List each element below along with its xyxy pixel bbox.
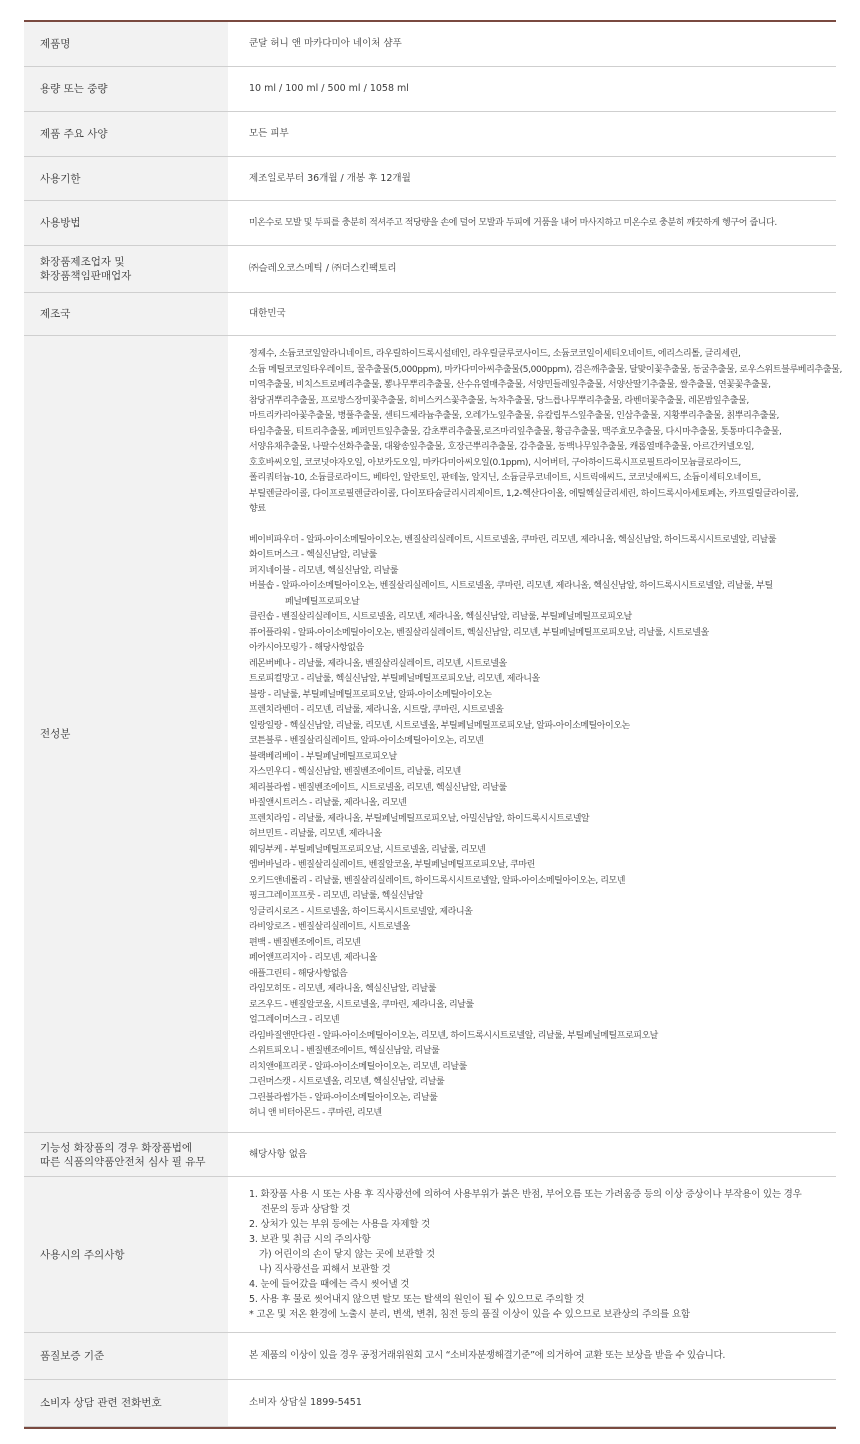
label-contact: 소비자 상담 관련 전화번호	[24, 1380, 228, 1426]
value-functional: 해당사항 없음	[249, 1148, 308, 1160]
fragrance-line: 퓨어플라워 - 알파-아이소메틸아이오논, 벤질살리실레이트, 헥실신남알, 리모넨, 부틸페닐메틸프로피오날, 리날룰, 시트로넬올	[249, 627, 709, 638]
fragrance-line: 스위트피오니 - 벤질벤조에이트, 헥실신남알, 리날룰	[249, 1046, 440, 1056]
label-ingredients: 전성분	[24, 336, 228, 1132]
ingredient-line: 타임추출물, 티트리추출물, 페퍼민트잎추출물, 감초뿌리추출물,로즈마리잎추출물, 황금추출물, 맥주효모추출물, 다시마추출물, 톳통마디추출물,	[249, 426, 782, 437]
ingredient-line: 향료	[249, 504, 266, 514]
fragrance-line: 일랑일랑 - 헥실신남알, 리날룰, 리모넨, 시트로넬올, 부틸페닐메틸프로피오날, 알파-아이소메틸아이오논	[249, 720, 630, 731]
value-caution	[228, 1177, 836, 1332]
product-info-table	[24, 20, 843, 1429]
label-functional-line-2: 따른 식품의약품안전처 심사 필 유무	[40, 1155, 206, 1168]
ingredient-line: 호호바씨오일, 코코넛야자오일, 아보카도오일, 마카다미아씨오일(0.1ppm), 시어버터, 구아하이드록시프로필트라이모늄클로라이드,	[249, 457, 741, 468]
label-usage: 사용방법	[24, 201, 228, 245]
ingredient-line: 폴리쿼터늄-10, 소듐클로라이드, 베타인, 알란토인, 판테놀, 알지닌, 소듐글루코네이트, 시트릭애씨드, 코코넛애씨드, 소듐이세티오네이트,	[249, 473, 761, 483]
value-manufacturer: ㈜슬레오코스메틱 / ㈜더스킨팩토리	[249, 263, 397, 274]
fragrance-line: 그린머스캣 - 시트로넬올, 리모넨, 헥실신남알, 리날룰	[249, 1077, 445, 1087]
row-manufacturer	[24, 246, 836, 293]
fragrance-line: 클린솝 - 벤질살리실레이트, 시트로넬올, 리모넨, 제라니올, 헥실신남알, 리날룰, 부틸페닐메틸프로피오날	[249, 612, 632, 622]
value-country: 대한민국	[249, 308, 286, 319]
fragrance-line: 아카시아모링가 - 해당사항없음	[249, 643, 364, 653]
row-functional	[24, 1133, 836, 1177]
ingredient-line: 미역추출물, 비치스트로베리추출물, 뽕나무뿌리추출물, 산수유열매추출물, 서양민들레잎추출물, 서양산딸기추출물, 쌀추출물, 연꽃꽃추출물,	[249, 380, 771, 390]
fragrance-line: 베이비파우더 - 알파-아이소메틸아이오논, 벤질살리실레이트, 시트로넬올, 쿠마린, 리모넨, 제라니올, 헥실신남알, 하이드록시시트로넬알, 리날룰	[249, 534, 777, 545]
fragrance-line: 리치앤애프리콧 - 알파-아이소메틸아이오논, 리모넨, 리날룰	[249, 1061, 467, 1072]
fragrance-line: 바질앤시트러스 - 리날룰, 제라니올, 리모넨	[249, 798, 407, 808]
ingredient-line: 부틸렌글라이콜, 다이프로필렌글라이콜, 다이포타슘글리시리제이트, 1,2-헥산다이올, 에틸헥실글리세린, 하이드록시아세토페논, 카프릴릴글라이콜,	[249, 488, 799, 499]
value-spec: 모든 피부	[249, 128, 289, 139]
fragrance-line: 편백 - 벤질벤조에이트, 리모넨	[249, 937, 361, 948]
caution-list	[249, 1187, 826, 1322]
row-contact	[24, 1380, 836, 1427]
label-country: 제조국	[24, 293, 228, 335]
label-volume: 용량 또는 중량	[24, 67, 228, 111]
caution-line: 가) 어린이의 손이 닿지 않는 곳에 보관할 것	[259, 1249, 435, 1260]
value-expiry: 제조일로부터 36개월 / 개봉 후 12개월	[249, 172, 411, 184]
fragrance-line: 핑크그레이프프룻 - 리모넨, 리날룰, 헥실신남알	[249, 891, 423, 901]
fragrance-line: 체리블라썸 - 벤질벤조에이트, 시트로넬올, 리모넨, 헥실신남알, 리날룰	[249, 782, 507, 793]
ingredient-list	[249, 347, 842, 1122]
fragrance-line: 그린블라썸가든 - 알파-아이소메틸아이오논, 리날룰	[249, 1092, 438, 1103]
fragrance-line: 퍼지네이블 - 리모넨, 헥실신남알, 리날룰	[249, 565, 399, 576]
label-expiry: 사용기한	[24, 157, 228, 200]
fragrance-line: 허니 앤 비터아몬드 - 쿠마린, 리모넨	[249, 1108, 382, 1118]
caution-line: 전문의 등과 상담할 것	[261, 1204, 351, 1215]
label-functional	[24, 1133, 228, 1176]
fragrance-line: 오키드앤네롤리 - 리날룰, 벤질살리실레이트, 하이드록시시트로넬알, 알파-아이소메틸아이오논, 리모넨	[249, 875, 625, 886]
ingredient-line: 참당귀뿌리추출물, 프로방스장미꽃추출물, 히비스커스꽃추출물, 녹차추출물, 당느릅나무뿌리추출물, 라벤더꽃추출물, 레몬밤잎추출물,	[249, 395, 749, 406]
ingredient-line: 소듐 메틸코코일타우레이트, 꿀추출물(5,000ppm), 마카다미아씨추출물(5,000ppm), 검은깨추출물, 달맞이꽃추출물, 동굴추출물, 로우스위트블루베리추출물,	[249, 364, 843, 375]
caution-line: * 고온 및 저온 환경에 노출시 분리, 변색, 변취, 침전 등의 품질 이상이 있을 수 있으므로 보관상의 주의를 요함	[249, 1309, 690, 1320]
fragrance-line: 애플그린티 - 해당사항없음	[249, 968, 348, 979]
fragrance-line: 자스민우디 - 헥실신남알, 벤질벤조에이트, 리날룰, 리모넨	[249, 767, 461, 777]
value-ingredients	[228, 336, 852, 1132]
fragrance-line: 페어앤프리지아 - 리모넨, 제라니올	[249, 953, 377, 963]
row-ingredients	[24, 336, 843, 1133]
fragrance-line: 라임모히또 - 리모넨, 제라니올, 헥실신남알, 리날룰	[249, 984, 436, 994]
fragrance-line: 화이트머스크 - 헥실신남알, 리날룰	[249, 550, 377, 560]
fragrance-line: 잉글리시로즈 - 시트로넬올, 하이드록시시트로넬알, 제라니올	[249, 906, 473, 917]
label-quality: 품질보증 기준	[24, 1333, 228, 1379]
fragrance-line: 트로피컬망고 - 리날룰, 헥실신남알, 부틸페닐메틸프로피오날, 리모넨, 제라니올	[249, 674, 540, 684]
fragrance-line: 버블솝 - 알파-아이소메틸아이오논, 벤질살리실레이트, 시트로넬올, 쿠마린, 리모넨, 제라니올, 헥실신남알, 하이드록시시트로넬알, 리날룰, 부틸	[249, 581, 773, 591]
fragrance-line: 라임바질앤만다린 - 알파-아이소메틸아이오논, 리모넨, 하이드록시시트로넬알, 리날룰, 부틸페닐메틸프로피오날	[249, 1030, 658, 1041]
caution-line: 3. 보관 및 취급 시의 주의사항	[249, 1234, 371, 1245]
row-caution	[24, 1177, 836, 1333]
fragrance-line: 블랑 - 리날룰, 부틸페닐메틸프로피오날, 알파-아이소메틸아이오논	[249, 689, 492, 700]
value-volume: 10 ml / 100 ml / 500 ml / 1058 ml	[249, 83, 409, 94]
row-usage	[24, 201, 836, 246]
caution-line: 2. 상처가 있는 부위 등에는 사용을 자제할 것	[249, 1219, 431, 1230]
label-manufacturer-line-1: 화장품제조업자 및	[40, 256, 125, 268]
fragrance-line: 프렌치라임 - 리날룰, 제라니올, 부틸페닐메틸프로피오날, 아밀신남알, 하이드록시시트로넬알	[249, 813, 590, 824]
fragrance-line: 얼그레이머스크 - 리모넨	[249, 1015, 340, 1025]
value-contact: 소비자 상담실 1899-5451	[249, 1397, 362, 1408]
caution-line: 나) 직사광선을 피해서 보관할 것	[259, 1264, 391, 1275]
ingredient-line: 마트리카리아꽃추출물, 병풀추출물, 센티드제라늄추출물, 오레가노잎추출물, 유칼립투스잎추출물, 인삼추출물, 지황뿌리추출물, 칡뿌리추출물,	[249, 411, 779, 421]
fragrance-line: 웨딩부케 - 부틸페닐메틸프로피오날, 시트로넬올, 리날룰, 리모넨	[249, 844, 486, 855]
ingredient-line: 정제수, 소듐코코일알라니네이트, 라우릴하이드록시설테인, 라우릴글루코사이드, 소듐코코일이세티오네이트, 에리스리톨, 글리세린,	[249, 349, 741, 359]
label-product-name: 제품명	[24, 22, 228, 66]
caution-line: 5. 사용 후 물로 씻어내지 않으면 탈모 또는 탈색의 원인이 될 수 있으므로 주의할 것	[249, 1294, 585, 1305]
label-manufacturer-line-2: 화장품책임판매업자	[40, 270, 132, 282]
fragrance-line: 라비앙로즈 - 벤질살리실레이트, 시트로넬올	[249, 922, 410, 932]
row-volume	[24, 67, 836, 112]
fragrance-line: 블랙베리베이 - 부틸페닐메틸프로피오날	[249, 751, 397, 762]
fragrance-line: 로즈우드 - 벤질알코올, 시트로넬올, 쿠마린, 제라니올, 리날룰	[249, 999, 474, 1010]
fragrance-line: 페닐메틸프로피오날	[285, 596, 360, 607]
caution-line: 4. 눈에 들어갔을 때에는 즉시 씻어낼 것	[249, 1279, 410, 1290]
value-product-name: 쿤달 허니 앤 마카다미아 네이처 샴푸	[249, 38, 402, 49]
ingredient-line: 서양유채추출물, 나팔수선화추출물, 대왕송잎추출물, 호장근뿌리추출물, 감추출물, 동백나무잎추출물, 캐롭열매추출물, 아르간커넬오일,	[249, 442, 754, 452]
fragrance-line: 레몬버베나 - 리날룰, 제라니올, 벤질살리실레이트, 리모넨, 시트로넬올	[249, 658, 507, 669]
row-spec	[24, 112, 836, 157]
row-product-name	[24, 22, 836, 67]
ingredient-spacer	[249, 518, 842, 533]
value-usage: 미온수로 모발 및 두피를 충분히 적셔주고 적당량을 손에 덜어 모발과 두피에 거품을 내어 마사지하고 미온수로 충분히 깨끗하게 헹구어 줍니다.	[249, 218, 777, 228]
row-expiry	[24, 157, 836, 201]
fragrance-line: 엠버바닐라 - 벤질살리실레이트, 벤질알코올, 부틸페닐메틸프로피오날, 쿠마린	[249, 860, 535, 870]
row-quality	[24, 1333, 836, 1380]
label-spec: 제품 주요 사양	[24, 112, 228, 156]
fragrance-line: 코튼블루 - 벤질살리실레이트, 알파-아이소메틸아이오논, 리모넨	[249, 736, 484, 746]
value-quality: 본 제품의 이상이 있을 경우 공정거래위원회 고시 “소비자분쟁해결기준”에 의거하여 교환 또는 보상을 받을 수 있습니다.	[249, 1350, 726, 1361]
label-caution: 사용시의 주의사항	[24, 1177, 228, 1332]
fragrance-line: 프렌치라벤더 - 리모넨, 리날룰, 제라니올, 시트랄, 쿠마린, 시트로넬올	[249, 705, 504, 715]
label-manufacturer	[24, 246, 228, 292]
fragrance-line: 허브민트 - 리날룰, 리모넨, 제라니올	[249, 829, 382, 839]
label-functional-line-1: 기능성 화장품의 경우 화장품법에	[40, 1141, 193, 1154]
caution-line: 1. 화장품 사용 시 또는 사용 후 직사광선에 의하여 사용부위가 붉은 반점, 부어오름 또는 가려움증 등의 이상 증상이나 부작용이 있는 경우	[249, 1189, 802, 1200]
row-country	[24, 293, 836, 336]
table-bottom-rule	[24, 1427, 836, 1429]
